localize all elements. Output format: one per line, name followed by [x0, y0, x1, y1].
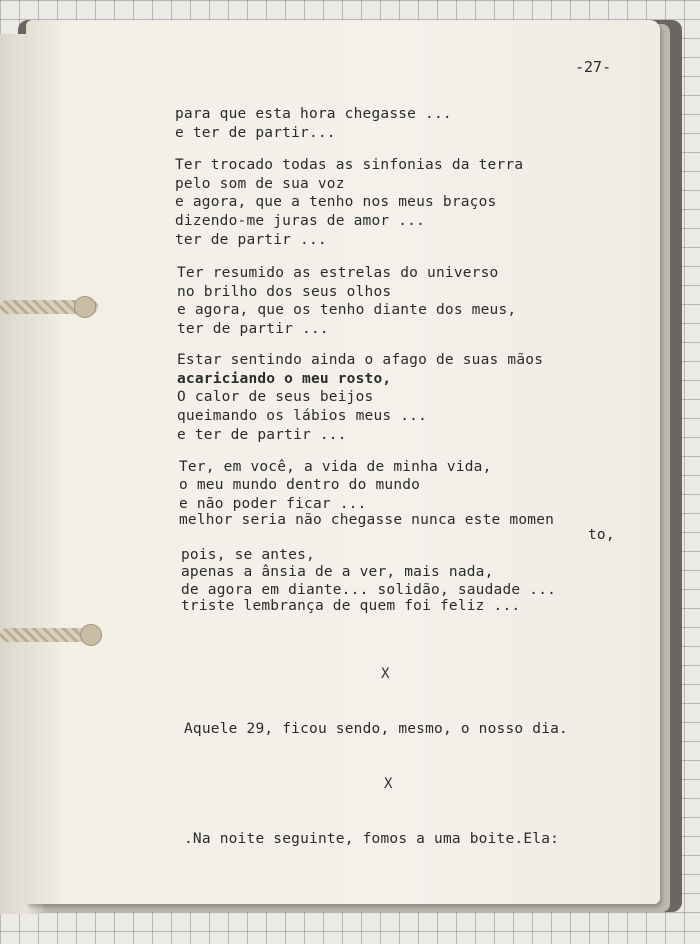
poem-line: e ter de partir ...	[177, 427, 347, 443]
poem-line: O calor de seus beijos	[177, 389, 374, 405]
poem-line: o meu mundo dentro do mundo	[179, 477, 421, 493]
section-separator: X	[384, 776, 393, 792]
poem-line: e agora, que os tenho diante dos meus,	[177, 302, 517, 318]
poem-line: acariciando o meu rosto,	[177, 371, 392, 387]
poem-line: no brilho dos seus olhos	[177, 284, 392, 300]
poem-line: queimando os lábios meus ...	[177, 408, 428, 424]
binding-knot-bottom	[80, 624, 102, 646]
poem-line: melhor seria não chegasse nunca este momen	[179, 512, 555, 528]
poem-line: ter de partir ...	[175, 232, 327, 248]
binding-knot-top	[74, 296, 96, 318]
statement-line: Aquele 29, ficou sendo, mesmo, o nosso dia.	[184, 721, 568, 737]
poem-line: dizendo-me juras de amor ...	[175, 213, 426, 229]
poem-line: ter de partir ...	[177, 321, 329, 337]
poem-line: triste lembrança de quem foi feliz ...	[181, 598, 521, 614]
poem-line: pelo som de sua voz	[175, 176, 345, 192]
poem-line: apenas a ânsia de a ver, mais nada,	[181, 564, 494, 580]
poem-line: to,	[588, 527, 615, 543]
poem-line: pois, se antes,	[181, 547, 315, 563]
poem-line: Estar sentindo ainda o afago de suas mãos	[177, 352, 544, 368]
poem-line: Ter resumido as estrelas do universo	[177, 265, 499, 281]
page-number: -27-	[575, 58, 612, 76]
poem-line: Ter trocado todas as sinfonias da terra	[175, 157, 524, 173]
poem-line: e ter de partir...	[175, 125, 336, 141]
poem-line: e agora, que a tenho nos meus braços	[175, 194, 497, 210]
poem-line: e não poder ficar ...	[179, 496, 367, 512]
poem-line: Ter, em você, a vida de minha vida,	[179, 459, 492, 475]
poem-line: para que esta hora chegasse ...	[175, 106, 452, 122]
section-separator: X	[381, 666, 390, 682]
poem-line: de agora em diante... solidão, saudade ...	[181, 582, 557, 598]
final-line: .Na noite seguinte, fomos a uma boite.Ela:	[184, 831, 560, 847]
